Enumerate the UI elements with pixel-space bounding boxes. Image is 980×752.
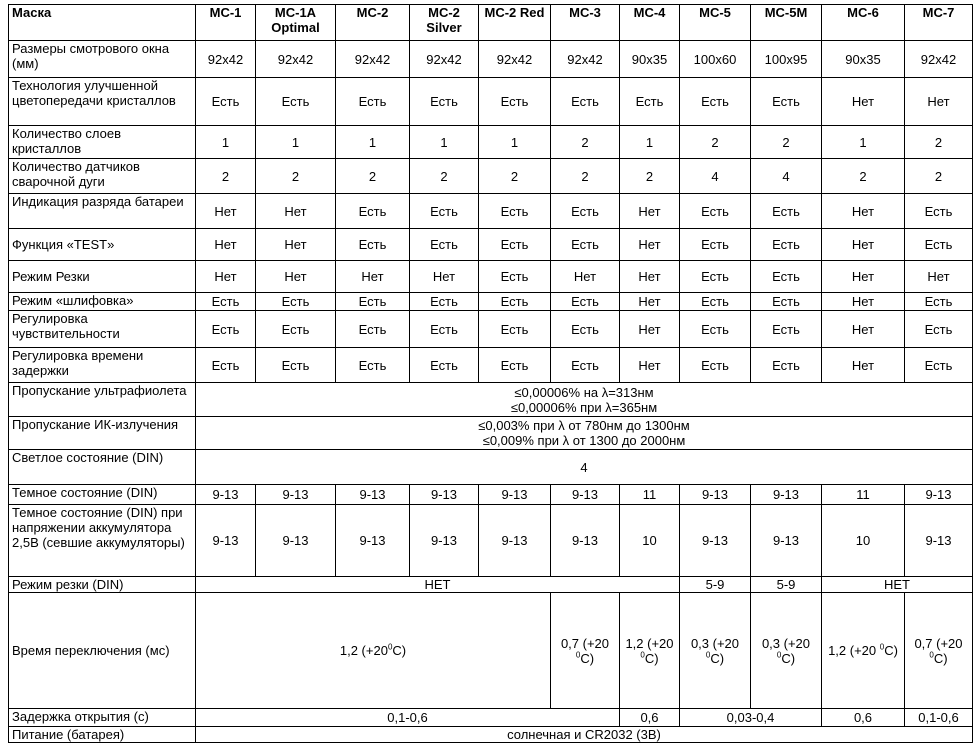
- dark-low-battery-value: 10: [822, 505, 905, 577]
- row-value: Есть: [336, 311, 410, 348]
- row-value: 1: [196, 126, 256, 159]
- switch-time-value: [822, 593, 905, 709]
- row-value: 92x42: [256, 41, 336, 78]
- dark-state-value: 9-13: [680, 485, 751, 505]
- row-value: Нет: [822, 194, 905, 229]
- dark-low-battery-value: 9-13: [680, 505, 751, 577]
- row-value: Есть: [479, 78, 551, 126]
- power-label: Питание (батарея): [9, 727, 196, 743]
- row-value: Есть: [680, 229, 751, 261]
- switch-time-value-degree: 0: [705, 650, 711, 660]
- model-header: МС-2 Silver: [410, 5, 479, 41]
- row-value: Есть: [751, 261, 822, 293]
- row-value: Нет: [620, 261, 680, 293]
- switch-time-value: [680, 593, 751, 709]
- row-value: 2: [336, 159, 410, 194]
- spec-row: [9, 41, 973, 78]
- row-label: Индикация разряда батареи: [9, 194, 196, 229]
- dark-state-label: Темное состояние (DIN): [9, 485, 196, 505]
- switch-time-value-degree: 0: [879, 642, 885, 652]
- row-value: 2: [680, 126, 751, 159]
- switch-time-value-value: 0,7 (+20: [560, 635, 610, 651]
- model-header: МС-4: [620, 5, 680, 41]
- row-value: 1: [256, 126, 336, 159]
- row-value: 2: [905, 159, 973, 194]
- row-value: Есть: [410, 348, 479, 383]
- uv-row: [9, 383, 973, 417]
- row-value: 2: [620, 159, 680, 194]
- row-value: 1: [620, 126, 680, 159]
- row-label: Функция «TEST»: [9, 229, 196, 261]
- row-label: Регулировка чувствительности: [9, 311, 196, 348]
- switch-time-value-value: 0,7 (+20: [914, 635, 963, 651]
- row-value: Есть: [410, 194, 479, 229]
- row-value: Нет: [822, 311, 905, 348]
- model-header: МС-5М: [751, 5, 822, 41]
- row-value: Нет: [620, 229, 680, 261]
- row-value: Есть: [336, 78, 410, 126]
- model-header: МС-1: [196, 5, 256, 41]
- row-value: Есть: [410, 311, 479, 348]
- row-label: Режим «шлифовка»: [9, 293, 196, 311]
- row-value: Нет: [620, 311, 680, 348]
- spec-row: [9, 229, 973, 261]
- switch-time-value-unit: C): [710, 650, 725, 666]
- model-header: МС-7: [905, 5, 973, 41]
- switch-time-value-value: 1,2 (+20: [339, 643, 388, 658]
- switch-time-value-unit: C): [781, 650, 796, 666]
- switch-time-value: [551, 593, 620, 709]
- model-header: МС-1А Optimal: [256, 5, 336, 41]
- switch-time-value-unit: C): [644, 650, 659, 666]
- row-value: Есть: [479, 348, 551, 383]
- dark-low-battery-value: 9-13: [551, 505, 620, 577]
- light-state-row: [9, 450, 973, 485]
- model-header: МС-3: [551, 5, 620, 41]
- row-value: Есть: [751, 293, 822, 311]
- dark-low-battery-value: 9-13: [336, 505, 410, 577]
- row-value: Есть: [196, 348, 256, 383]
- spec-row: [9, 293, 973, 311]
- spec-row: [9, 194, 973, 229]
- row-value: Есть: [551, 78, 620, 126]
- row-value: Есть: [751, 194, 822, 229]
- row-value: Есть: [751, 78, 822, 126]
- switch-time-value-degree: 0: [575, 650, 581, 660]
- switch-time-value: [905, 593, 973, 709]
- row-value: Есть: [479, 194, 551, 229]
- row-value: Есть: [551, 293, 620, 311]
- row-value: 2: [196, 159, 256, 194]
- row-value: 2: [822, 159, 905, 194]
- row-value: Есть: [410, 78, 479, 126]
- switch-time-value-unit: C): [392, 643, 407, 658]
- row-value: 90x35: [822, 41, 905, 78]
- row-value: Есть: [256, 311, 336, 348]
- row-value: Есть: [479, 311, 551, 348]
- power-row: [9, 727, 973, 743]
- row-value: Нет: [196, 229, 256, 261]
- dark-state-value: 9-13: [196, 485, 256, 505]
- row-value: Есть: [336, 229, 410, 261]
- row-value: Нет: [410, 261, 479, 293]
- row-value: Есть: [680, 194, 751, 229]
- switch-time-value-degree: 0: [776, 650, 782, 660]
- spec-row: [9, 261, 973, 293]
- row-value: 90x35: [620, 41, 680, 78]
- row-value: 92x42: [196, 41, 256, 78]
- row-value: Есть: [905, 194, 973, 229]
- row-value: Есть: [551, 194, 620, 229]
- dark-low-battery-value: 9-13: [410, 505, 479, 577]
- row-label: Размеры смотрового окна (мм): [9, 41, 196, 78]
- dark-low-battery-value: 9-13: [479, 505, 551, 577]
- row-value: Есть: [751, 311, 822, 348]
- row-value: Нет: [256, 194, 336, 229]
- row-value: Есть: [751, 229, 822, 261]
- row-value: Есть: [551, 229, 620, 261]
- row-value: Есть: [256, 348, 336, 383]
- row-value: Нет: [620, 293, 680, 311]
- row-value: 2: [410, 159, 479, 194]
- dark-low-battery-value: 10: [620, 505, 680, 577]
- row-value: 1: [822, 126, 905, 159]
- row-value: Нет: [196, 261, 256, 293]
- dark-state-value: 11: [822, 485, 905, 505]
- open-delay-value: 0,6: [620, 709, 680, 727]
- row-value: Есть: [905, 293, 973, 311]
- row-value: Есть: [256, 293, 336, 311]
- row-value: Есть: [620, 78, 680, 126]
- cut-mode-value: НЕТ: [822, 577, 973, 593]
- row-value: Есть: [256, 78, 336, 126]
- row-value: 92x42: [551, 41, 620, 78]
- switch-time-value-unit: C): [933, 650, 948, 666]
- row-value: 2: [905, 126, 973, 159]
- open-delay-value: 0,1-0,6: [905, 709, 973, 727]
- row-value: 4: [680, 159, 751, 194]
- open-delay-value: 0,1-0,6: [196, 709, 620, 727]
- row-value: Есть: [905, 311, 973, 348]
- row-value: Нет: [256, 229, 336, 261]
- ir-row: [9, 417, 973, 450]
- switch-time-value-unit: C): [884, 643, 898, 658]
- row-label: Количество слоев кристаллов: [9, 126, 196, 159]
- row-value: 1: [479, 126, 551, 159]
- row-value: Нет: [905, 261, 973, 293]
- row-value: Есть: [680, 293, 751, 311]
- switch-time-value-value: 0,3 (+20: [761, 635, 811, 651]
- corner-label: Маска: [9, 5, 196, 41]
- row-value: Есть: [410, 229, 479, 261]
- row-value: 2: [551, 126, 620, 159]
- row-label: Количество датчиков сварочной дуги: [9, 159, 196, 194]
- dark-low-battery-label: Темное состояние (DIN) при напряжении аккумулятора 2,5В (севшие аккумуляторы): [9, 505, 196, 577]
- row-value: Нет: [196, 194, 256, 229]
- model-header: МС-2 Red: [479, 5, 551, 41]
- row-value: 1: [410, 126, 479, 159]
- row-value: Есть: [196, 311, 256, 348]
- row-value: 2: [751, 126, 822, 159]
- row-value: Есть: [336, 194, 410, 229]
- spec-table-body: [9, 5, 973, 743]
- row-value: 1: [336, 126, 410, 159]
- open-delay-label: Задержка открытия (с): [9, 709, 196, 727]
- row-value: Есть: [551, 311, 620, 348]
- dark-state-value: 11: [620, 485, 680, 505]
- spec-row: [9, 126, 973, 159]
- model-header: МС-6: [822, 5, 905, 41]
- dark-low-battery-row: [9, 505, 973, 577]
- spec-table: [8, 4, 973, 743]
- row-value: 100x95: [751, 41, 822, 78]
- spec-row: [9, 159, 973, 194]
- row-value: Есть: [479, 261, 551, 293]
- model-header: МС-2: [336, 5, 410, 41]
- row-value: Нет: [256, 261, 336, 293]
- dark-low-battery-value: 9-13: [905, 505, 973, 577]
- uv-value: ≤0,00006% на λ=313нм ≤0,00006% при λ=365нм: [196, 383, 973, 417]
- row-value: Нет: [822, 293, 905, 311]
- power-value: солнечная и CR2032 (3В): [196, 727, 973, 743]
- row-value: 100x60: [680, 41, 751, 78]
- cut-mode-label: Режим резки (DIN): [9, 577, 196, 593]
- switch-time-label: Время переключения (мс): [9, 593, 196, 709]
- model-header: МС-5: [680, 5, 751, 41]
- switch-time-value-value: 1,2 (+20: [828, 643, 880, 658]
- row-value: Нет: [905, 78, 973, 126]
- row-value: 92x42: [479, 41, 551, 78]
- switch-time-row: [9, 593, 973, 709]
- switch-time-value-degree: 0: [387, 642, 393, 652]
- dark-low-battery-value: 9-13: [196, 505, 256, 577]
- switch-time-value-unit: C): [580, 650, 595, 666]
- cut-mode-row: [9, 577, 973, 593]
- row-value: Нет: [620, 194, 680, 229]
- row-value: Есть: [680, 261, 751, 293]
- row-value: Нет: [336, 261, 410, 293]
- header-row: [9, 5, 973, 41]
- row-label: Технология улучшенной цветопередачи кристаллов: [9, 78, 196, 126]
- row-value: Есть: [680, 78, 751, 126]
- open-delay-row: [9, 709, 973, 727]
- row-value: Есть: [751, 348, 822, 383]
- ir-label: Пропускание ИК-излучения: [9, 417, 196, 450]
- row-value: 2: [479, 159, 551, 194]
- row-value: Нет: [822, 261, 905, 293]
- row-label: Режим Резки: [9, 261, 196, 293]
- row-value: Нет: [551, 261, 620, 293]
- switch-time-value: [620, 593, 680, 709]
- row-value: Есть: [336, 293, 410, 311]
- row-value: Есть: [680, 311, 751, 348]
- row-value: Есть: [680, 348, 751, 383]
- row-value: Нет: [822, 229, 905, 261]
- row-value: Есть: [196, 293, 256, 311]
- switch-time-value: [196, 593, 551, 709]
- dark-state-value: 9-13: [551, 485, 620, 505]
- uv-label: Пропускание ультрафиолета: [9, 383, 196, 417]
- row-value: Нет: [620, 348, 680, 383]
- light-state-label: Светлое состояние (DIN): [9, 450, 196, 485]
- row-value: 92x42: [410, 41, 479, 78]
- ir-value: ≤0,003% при λ от 780нм до 1300нм ≤0,009% при λ от 1300 до 2000нм: [196, 417, 973, 450]
- row-value: Есть: [410, 293, 479, 311]
- dark-state-value: 9-13: [410, 485, 479, 505]
- row-value: Есть: [196, 78, 256, 126]
- switch-time-value-value: 1,2 (+20: [625, 635, 674, 651]
- switch-time-value-value: 0,3 (+20: [690, 635, 740, 651]
- spec-row: [9, 311, 973, 348]
- row-value: Есть: [479, 229, 551, 261]
- switch-time-value-degree: 0: [929, 650, 934, 660]
- dark-low-battery-value: 9-13: [751, 505, 822, 577]
- cut-mode-value: 5-9: [751, 577, 822, 593]
- switch-time-value-degree: 0: [640, 650, 645, 660]
- dark-state-value: 9-13: [336, 485, 410, 505]
- dark-state-value: 9-13: [256, 485, 336, 505]
- switch-time-value: [751, 593, 822, 709]
- dark-state-value: 9-13: [751, 485, 822, 505]
- row-value: Есть: [905, 229, 973, 261]
- row-value: Есть: [336, 348, 410, 383]
- row-value: 2: [256, 159, 336, 194]
- cut-mode-value: 5-9: [680, 577, 751, 593]
- row-value: 2: [551, 159, 620, 194]
- dark-low-battery-value: 9-13: [256, 505, 336, 577]
- dark-state-row: [9, 485, 973, 505]
- row-value: Есть: [905, 348, 973, 383]
- spec-row: [9, 348, 973, 383]
- dark-state-value: 9-13: [905, 485, 973, 505]
- row-value: Есть: [551, 348, 620, 383]
- row-value: 92x42: [905, 41, 973, 78]
- spec-row: [9, 78, 973, 126]
- open-delay-value: 0,03-0,4: [680, 709, 822, 727]
- light-state-value: 4: [196, 450, 973, 485]
- open-delay-value: 0,6: [822, 709, 905, 727]
- row-value: Нет: [822, 78, 905, 126]
- row-value: Есть: [479, 293, 551, 311]
- dark-state-value: 9-13: [479, 485, 551, 505]
- row-value: Нет: [822, 348, 905, 383]
- row-value: 92x42: [336, 41, 410, 78]
- row-label: Регулировка времени задержки: [9, 348, 196, 383]
- cut-mode-value: НЕТ: [196, 577, 680, 593]
- row-value: 4: [751, 159, 822, 194]
